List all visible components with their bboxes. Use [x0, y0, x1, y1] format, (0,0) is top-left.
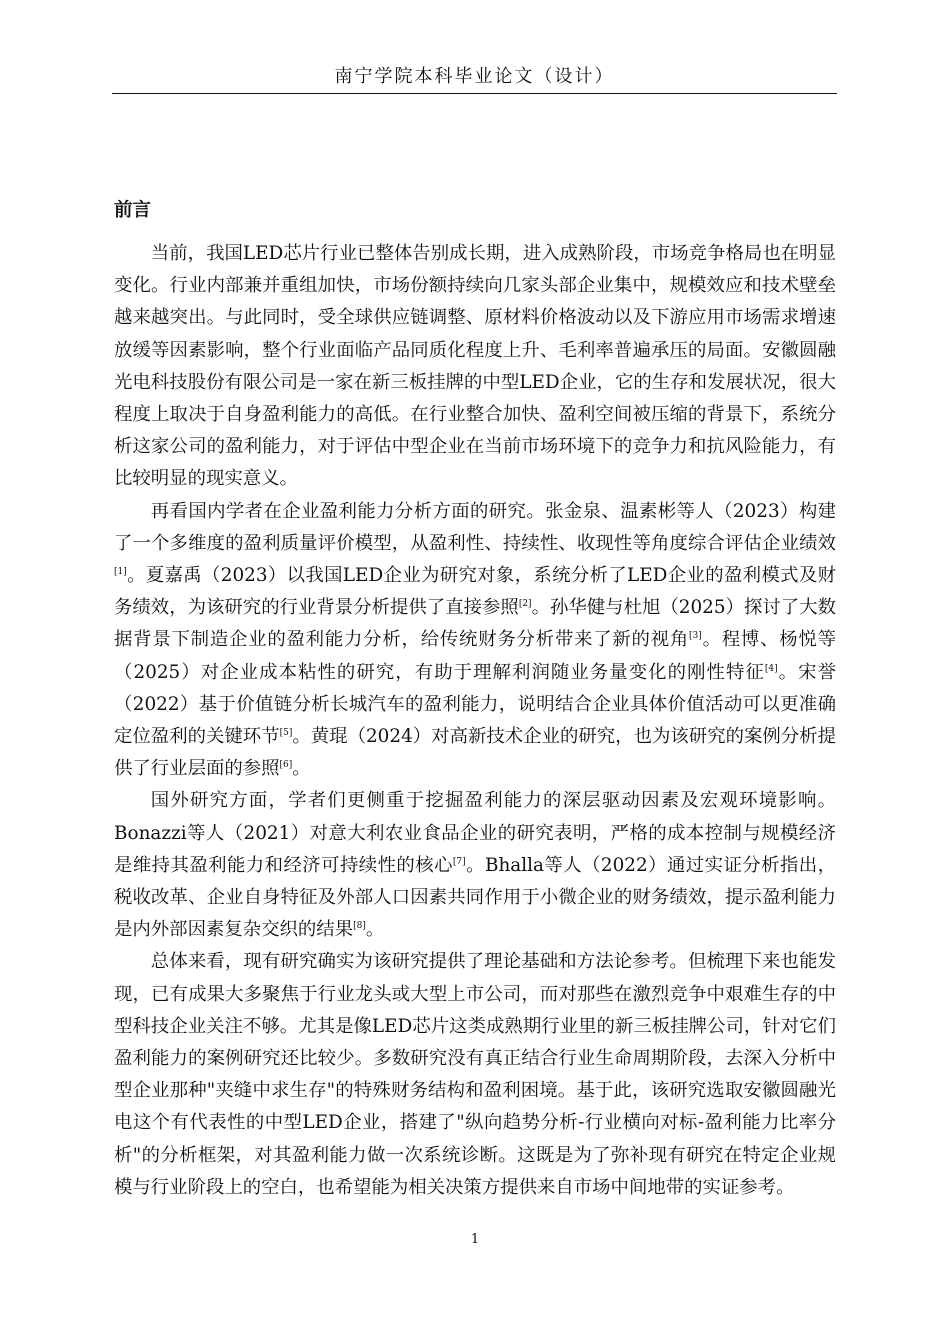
- text-run: 。黄琨（2024）对高新技术企业的研究，也为该研究的案例分析提供了行业层面的参照: [114, 726, 836, 780]
- text-run: 。宋誉（2022）基于价值链分析长城汽车的盈利能力，说明结合企业具体价值活动可以更准确定位盈利的关键环节: [114, 661, 836, 748]
- section-title: 前言: [114, 200, 152, 221]
- citation-marker: [1]: [114, 566, 127, 577]
- citation-marker: [3]: [689, 631, 702, 642]
- paragraph: [114, 946, 836, 1204]
- paragraph: [114, 496, 836, 786]
- page-number: 1: [470, 1232, 480, 1247]
- text-run: 再看国内学者在企业盈利能力分析方面的研究。张金泉、温素彬等人（2023）构建了一个多维度的盈利质量评价模型，从盈利性、持续性、收现性等角度综合评估企业绩效: [114, 500, 836, 554]
- text-run: 。孙华健与杜旭（2025）探讨了大数据背景下制造企业的盈利能力分析，给传统财务分析带来了新的视角: [114, 597, 836, 651]
- paragraph: [114, 785, 836, 946]
- body-text: [114, 238, 836, 1204]
- text-run: 。Bhalla等人（2022）通过实证分析指出，税收改革、企业自身特征及外部人口因素共同作用于小微企业的财务绩效，提示盈利能力是内外部因素复杂交织的结果: [114, 854, 836, 941]
- citation-marker: [6]: [279, 760, 293, 771]
- citation-marker: [5]: [279, 727, 293, 738]
- text-run: 。: [365, 919, 385, 941]
- header-rule: [112, 93, 837, 94]
- citation-marker: [4]: [764, 663, 778, 674]
- text-run: 总体来看，现有研究确实为该研究提供了理论基础和方法论参考。但梳理下来也能发现，已有成果大多聚焦于行业龙头或大型上市公司，而对那些在激烈竞争中艰难生存的中型科技企业关注不够。尤其是像LED芯片这类成熟期行业里的新三板挂牌公司，针对它们盈利能力的案例研究还比较少。多数研究没有真正结合行业生命周期阶段，去深入分析中型企业那种"夹缝中求生存"的特殊财务结构和盈利困境。基于此，该研究选取安徽圆融光电这个有代表性的中型LED企业，搭建了"纵向趋势分析-行业横向对标-盈利能力比率分析"的分析框架，对其盈利能力做一次系统诊断。这既是为了弥补现有研究在特定企业规模与行业阶段上的空白，也希望能为相关决策方提供来自市场中间地带的实证参考。: [114, 951, 836, 1198]
- paragraph: [114, 238, 836, 496]
- text-run: 国外研究方面，学者们更侧重于挖掘盈利能力的深层驱动因素及宏观环境影响。Bonazzi等人（2021）对意大利农业食品企业的研究表明，严格的成本控制与规模经济是维持其盈利能力和经济可持续性的核心: [114, 790, 836, 876]
- text-run: 当前，我国LED芯片行业已整体告别成长期，进入成熟阶段，市场竞争格局也在明显变化。行业内部兼并重组加快，市场份额持续向几家头部企业集中，规模效应和技术壁垒越来越突出。与此同时，受全球供应链调整、原材料价格波动以及下游应用市场需求增速放缓等因素影响，整个行业面临产品同质化程度上升、毛利率普遍承压的局面。安徽圆融光电科技股份有限公司是一家在新三板挂牌的中型LED企业，它的生存和发展状况，很大程度上取决于自身盈利能力的高低。在行业整合加快、盈利空间被压缩的背景下，系统分析这家公司的盈利能力，对于评估中型企业在当前市场环境下的竞争力和抗风险能力，有比较明显的现实意义。: [114, 243, 836, 490]
- page-header-title: 南宁学院本科毕业论文（设计）: [334, 66, 615, 87]
- text-run: 。夏嘉禹（2023）以我国LED企业为研究对象，系统分析了LED企业的盈利模式及财务绩效，为该研究的行业背景分析提供了直接参照: [114, 565, 836, 619]
- text-run: 。: [292, 758, 311, 780]
- citation-marker: [8]: [353, 921, 366, 932]
- citation-marker: [2]: [518, 599, 532, 610]
- text-run: 。程博、杨悦等（2025）对企业成本粘性的研究，有助于理解利润随业务量变化的刚性特征: [114, 629, 836, 683]
- citation-marker: [7]: [452, 856, 466, 867]
